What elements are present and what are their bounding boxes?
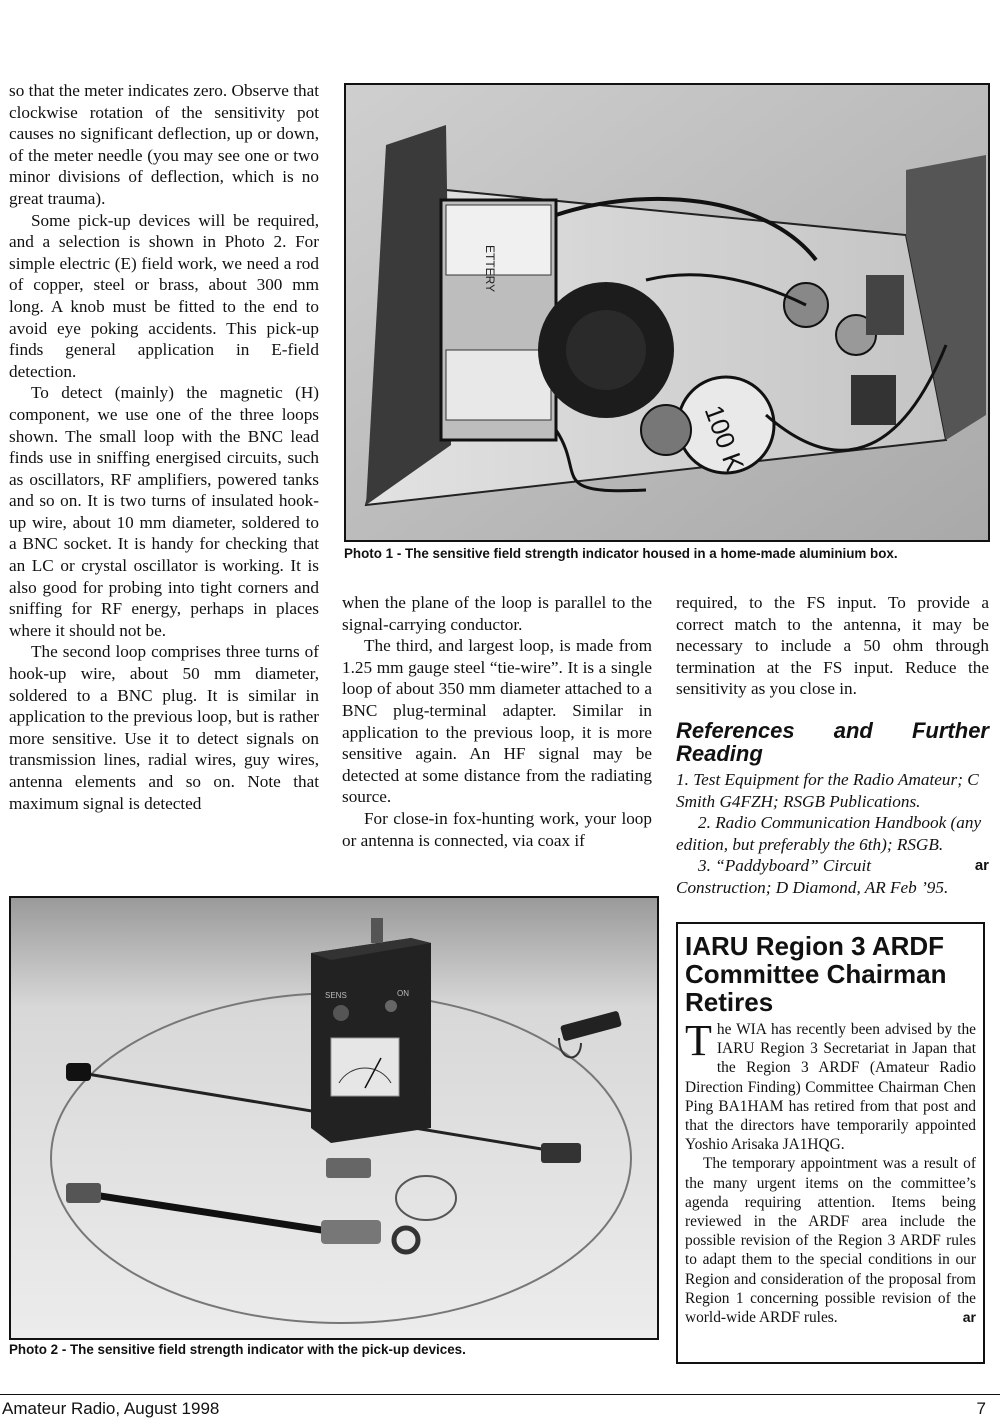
news-paragraph	[685, 1016, 976, 1154]
photo-1-caption: Photo 1 - The sensitive field strength indicator housed in a home-made aluminium box.	[344, 546, 898, 561]
body-paragraph: For close-in fox-hunting work, your loop or antenna is connected, via coax if	[342, 808, 652, 850]
news-paragraph-text: he WIA has recently been advised by the IARU Region 3 Secretariat in Japan that the Region 3 ARDF (Amateur Radio Direction Finding) Committee Chairman Chen Ping BA1HAM has retired from that post and that the directors have temporarily appointed Yoshio Arisaka JA1HQG.	[685, 1021, 976, 1154]
photo-1	[344, 83, 990, 542]
photo-2	[9, 896, 659, 1340]
references-heading: References and Further Reading	[676, 717, 989, 766]
article-column-middle	[342, 592, 652, 851]
news-box-body	[685, 1016, 976, 1327]
footer-rule	[0, 1394, 1000, 1395]
sens-label: SENS	[325, 991, 347, 1000]
body-paragraph: when the plane of the loop is parallel to the signal-carrying conductor.	[342, 593, 652, 634]
body-paragraph: The second loop comprises three turns of hook-up wire, about 50 mm diameter, soldered to a BNC plug. It is similar in application to the previous loop, but is rather more sensitive. Use it to detect signals on transmission lines, radial wires, guy wires, antenna elements and so on. Note that maximum signal is detected	[9, 642, 319, 813]
news-box	[676, 922, 985, 1364]
article-column-right	[676, 592, 989, 899]
news-box-title: IARU Region 3 ARDF Committee Chairman Retires	[685, 931, 947, 1017]
battery-label: ETTERY	[483, 245, 497, 293]
reference-item	[676, 855, 989, 898]
publication-footer: Amateur Radio, August 1998	[2, 1399, 220, 1418]
body-paragraph: To detect (mainly) the magnetic (H) component, we use one of the three loops shown. The small loop with the BNC lead finds use in sniffing energised circuits, such as oscillators, RF amplifiers, powered tanks and so on. It is two turns of insulated hook-up wire, about 10 mm diameter, soldered to a BNC socket. It is handy for checking that an LC or crystal oscillator is working. It is also good for probing into tight corners and sniffing for RF energy, perhaps in places where it should not be.	[9, 383, 319, 640]
body-paragraph: Some pick-up devices will be required, and a selection is shown in Photo 2. For simple electric (E) field work, we need a rod of copper, steel or brass, about 300 mm long. A knob must be fitted to the end to avoid eye poking accidents. This pick-up finds general application in E-field detection.	[9, 210, 319, 381]
page-number: 7	[976, 1399, 986, 1418]
body-paragraph: so that the meter indicates zero. Observe that clockwise rotation of the sensitivity pot causes no significant deflection, up or down, of the meter needle (you may see one or two minor divisions of deflection, which is no great trauma).	[9, 81, 319, 208]
drop-cap: T	[685, 1016, 712, 1065]
news-paragraph-text: The temporary appointment was a result of the many urgent items on the committee’s agenda requiring attention. Items being reviewed in the ARDF area include the possible revision of the Region 3 ARDF rules to adapt them to the special conditions in our Region and consideration of the proposal from Region 1 concerning possible revision of the world-wide ARDF rules.	[685, 1155, 976, 1327]
reference-item: 2. Radio Communication Handbook (any edition, but preferably the 6th); RSGB.	[676, 813, 982, 854]
body-paragraph: required, to the FS input. To provide a correct match to the antenna, it may be necessary to include a 50 ohm through termination at the FS input. Reduce the sensitivity as you close in.	[676, 593, 989, 699]
end-mark: ar	[974, 857, 989, 875]
reference-text: 3. “Paddyboard” Circuit Construction; D Diamond, AR Feb ’95.	[676, 856, 949, 897]
photo-2-caption: Photo 2 - The sensitive field strength indicator with the pick-up devices.	[9, 1342, 466, 1357]
end-mark: ar	[962, 1309, 976, 1326]
news-paragraph	[685, 1154, 976, 1327]
reference-item: 1. Test Equipment for the Radio Amateur; C Smith G4FZH; RSGB Publications.	[676, 769, 979, 811]
on-label: ON	[397, 989, 409, 998]
dial-label: 100 K	[698, 401, 751, 476]
article-column-left	[9, 80, 319, 814]
body-paragraph: The third, and largest loop, is made from 1.25 mm gauge steel “tie-wire”. It is a single loop of about 350 mm diameter attached to a BNC plug-terminal adapter. Similar in application to the previous loop, it is more sensitive again. An HF signal may be detected at some distance from the radiating source.	[342, 636, 652, 807]
